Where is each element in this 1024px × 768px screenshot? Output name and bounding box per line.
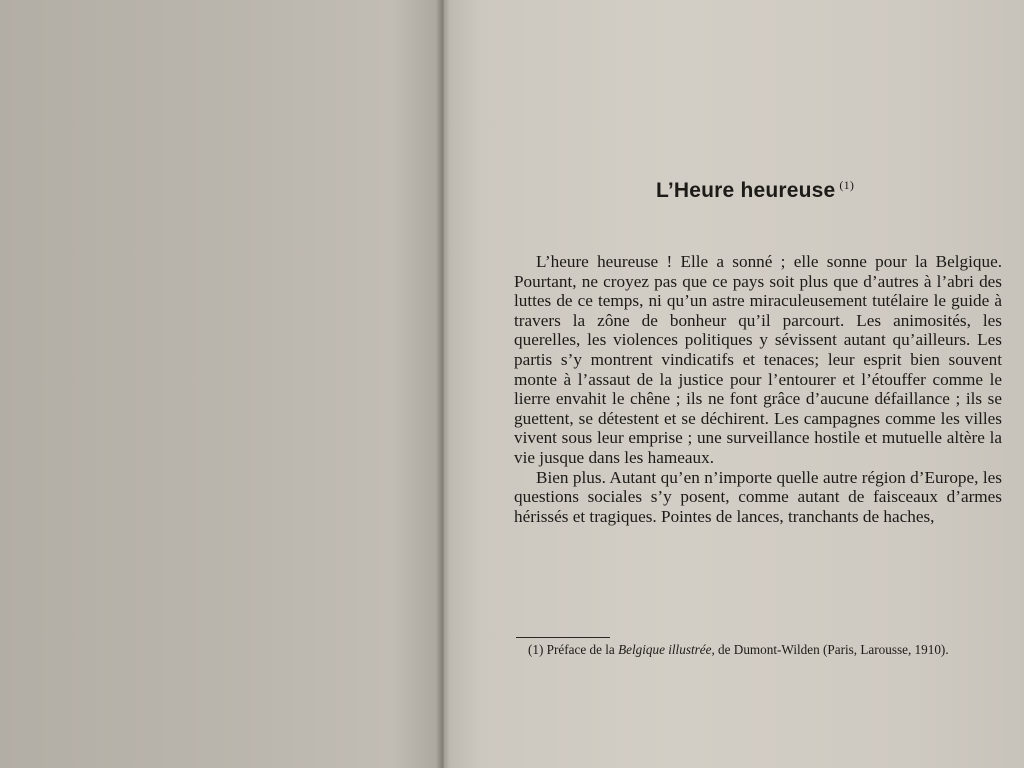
- footnote: [514, 641, 1002, 658]
- chapter-title: [446, 178, 1024, 203]
- left-page-blank: [0, 0, 444, 768]
- footnote-book-title: Belgique illustrée: [618, 642, 712, 657]
- footnote-rule: [516, 637, 610, 638]
- footnote-reference: (1): [839, 178, 855, 192]
- page-text: [446, 0, 1024, 768]
- book-gutter: [436, 0, 450, 768]
- body-text: [514, 252, 1002, 526]
- paragraph: L’heure heureuse ! Elle a sonné ; elle sonne pour la Belgique. Pourtant, ne croyez pas que ce pays soit plus que d’autres à l’abri des luttes de ce temps, ni qu’un astre miraculeusement tutélaire le guide à travers la zône de bonheur qu’il parcourt. Les animosités, les querelles, les violences politiques y sévissent autant qu’ailleurs. Les partis s’y montrent vindicatifs et tenaces; leur esprit bien souvent monte à l’assaut de la justice pour l’entourer et l’étouffer comme le lierre envahit le chêne ; ils ne font grâce d’aucune défaillance ; ils se guettent, se détestent et se déchirent. Les campagnes comme les villes vivent sous leur emprise ; une surveillance hostile et mutuelle altère la vie jusque dans les hameaux.: [514, 252, 1002, 467]
- footnote-prefix: (1) Préface de la: [528, 642, 619, 657]
- paragraph: Bien plus. Autant qu’en n’importe quelle autre région d’Europe, les questions sociales s’y posent, comme autant de faisceaux d’armes hérissés et tragiques. Pointes de lances, tranchants de haches,: [514, 467, 1002, 526]
- right-page: [446, 0, 1024, 768]
- chapter-title-text: L’Heure heureuse: [655, 179, 836, 202]
- footnote-suffix: , de Dumont-Wilden (Paris, Larousse, 1910).: [711, 642, 949, 657]
